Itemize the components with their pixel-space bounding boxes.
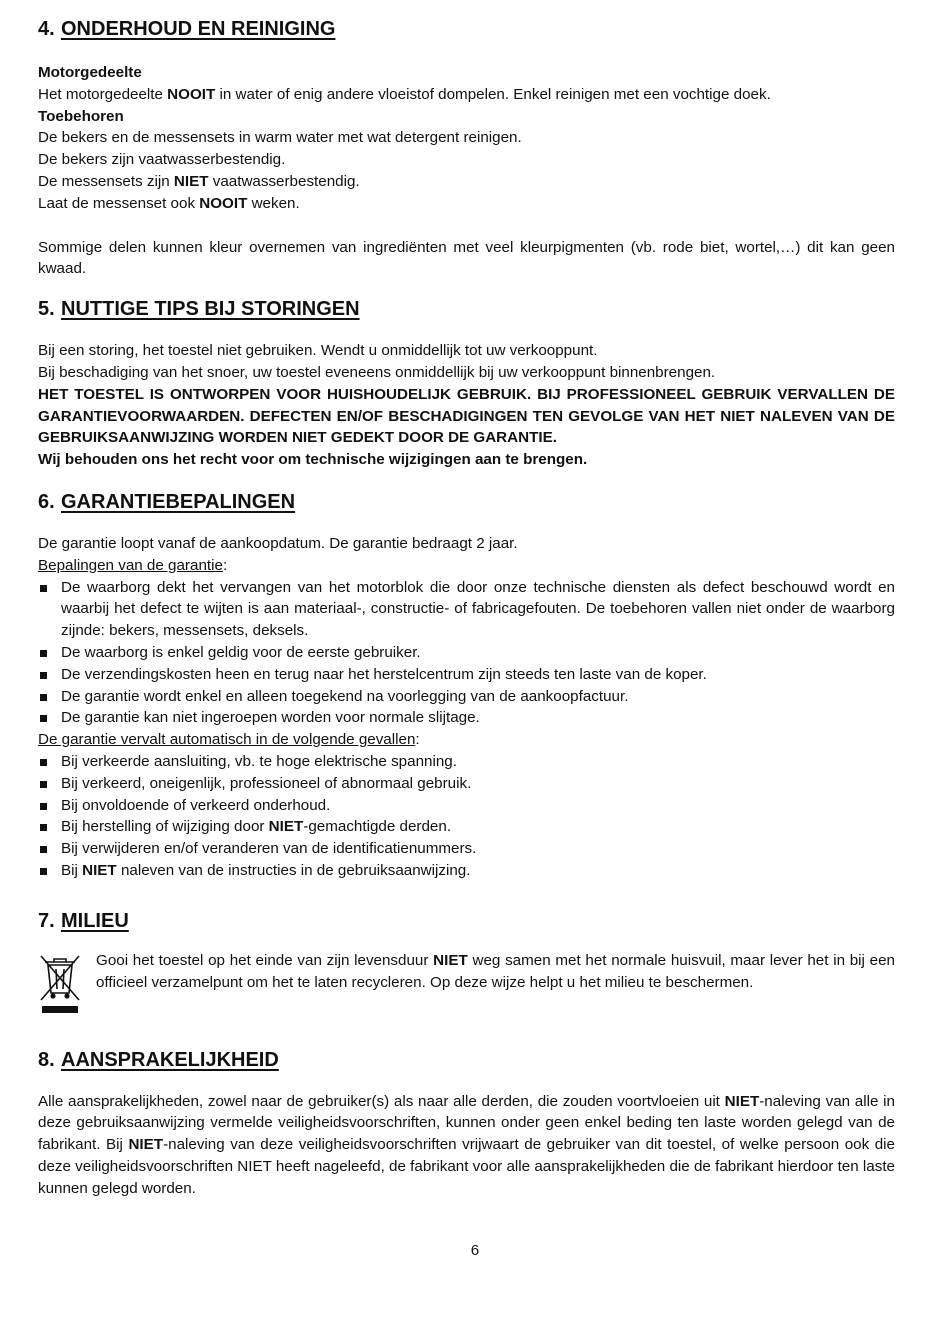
section-number: 6. [38, 490, 55, 513]
list-item: De waarborg dekt het vervangen van het motorblok die door onze technische diensten als defect beschouwd wordt en waarbij het defect te wijten is aan materiaal-, constructie- of fabricagefouten. De toebehoren vallen niet onder de waarborg zijnde: bekers, messensets, deksels. [38, 577, 895, 642]
paragraph-acc-1: De bekers en de messensets in warm water met wat detergent reinigen. [38, 129, 522, 147]
page-number: 6 [470, 1242, 480, 1259]
section-heading-milieu [38, 906, 895, 936]
section-number: 5. [38, 298, 55, 321]
list-item: Bij verkeerde aansluiting, vb. te hoge elektrische spanning. [38, 751, 895, 773]
section-title: GARANTIEBEPALINGEN [61, 490, 296, 513]
section-number: 8. [38, 1048, 55, 1071]
sublabel-bepalingen: Bepalingen van de garantie: [38, 556, 228, 574]
list-item: De waarborg is enkel geldig voor de eerste gebruiker. [38, 642, 895, 664]
section-heading-garantie [38, 487, 895, 517]
milieu-block [38, 950, 895, 1023]
paragraph-storing-2: Bij beschadiging van het snoer, uw toestel eveneens onmiddellijk bij uw verkooppunt binnenbrengen. [38, 363, 716, 381]
paragraph-motor: Het motorgedeelte NOOIT in water of enig andere vloeistof dompelen. Enkel reinigen met een vochtige doek. [38, 85, 771, 103]
paragraph-garantie-intro: De garantie loopt vanaf de aankoopdatum. De garantie bedraagt 2 jaar. [38, 534, 518, 552]
section-heading-storingen [38, 294, 895, 324]
sublabel-vervalt: De garantie vervalt automatisch in de volgende gevallen: [38, 731, 420, 749]
list-item: Bij onvoldoende of verkeerd onderhoud. [38, 795, 895, 817]
paragraph-aansprakelijkheid: Alle aansprakelijkheden, zowel naar de gebruiker(s) als naar alle derden, die zouden voortvloeien uit NIET-naleving van alle in deze gebruiksaanwijzing vermelde veiligheidsvoorschriften, kunnen onder geen enkel beding ten laste worden gelegd van de fabrikant. Bij NIET-naleving van deze veiligheidsvoorschriften vrijwaart de gebruiker van dit toestel, of welke persoon ook die deze veiligheidsvoorschriften NIET heeft nageleefd, de fabrikant voor alle aansprakelijkheden die de fabrikant hierdoor ten laste kunnen gelegd worden. [38, 1092, 895, 1197]
paragraph-acc-3: De messensets zijn NIET vaatwasserbestendig. [38, 172, 360, 190]
list-bepalingen [38, 577, 895, 730]
paragraph-rights: Wij behouden ons het recht voor om technische wijzigingen aan te brengen. [38, 451, 588, 469]
list-vervalt [38, 751, 895, 882]
paragraph-warning-caps: HET TOESTEL IS ONTWORPEN VOOR HUISHOUDELIJK GEBRUIK. BIJ PROFESSIONEEL GEBRUIK VERVALLEN DE GARANTIEVOORWAARDEN. DEFECTEN EN/OF BESCHADIGINGEN TEN GEVOLGE VAN HET NIET NALEVEN VAN DE GEBRUIKSAANWIJZING WORDEN NIET GEDEKT DOOR DE GARANTIE. [38, 385, 895, 447]
paragraph-acc-4: Laat de messenset ook NOOIT weken. [38, 194, 300, 212]
list-item: De garantie wordt enkel en alleen toegekend na voorlegging van de aankoopfactuur. [38, 686, 895, 708]
section-title: NUTTIGE TIPS BIJ STORINGEN [61, 298, 360, 321]
section-number: 4. [38, 18, 55, 40]
paragraph-storing-1: Bij een storing, het toestel niet gebruiken. Wendt u onmiddellijk tot uw verkooppunt. [38, 342, 598, 360]
subheading-toebehoren: Toebehoren [38, 107, 124, 125]
list-item: Bij verwijderen en/of veranderen van de identificatienummers. [38, 838, 895, 860]
section-title: AANSPRAKELIJKHEID [61, 1048, 279, 1071]
weee-crossed-bin-icon [38, 952, 96, 1023]
paragraph-acc-2: De bekers zijn vaatwasserbestendig. [38, 151, 286, 169]
list-item: Bij NIET naleven van de instructies in de gebruiksaanwijzing. [38, 860, 895, 882]
paragraph-color-note: Sommige delen kunnen kleur overnemen van ingrediënten met veel kleurpigmenten (vb. rode biet, wortel,…) dit kan geen kwaad. [38, 238, 895, 278]
subheading-motorgedeelte: Motorgedeelte [38, 64, 142, 81]
manual-page [38, 14, 895, 1199]
list-item: Bij herstelling of wijziging door NIET-gemachtigde derden. [38, 816, 895, 838]
section-heading-aansprakelijkheid [38, 1045, 895, 1075]
list-item: De garantie kan niet ingeroepen worden voor normale slijtage. [38, 707, 895, 729]
list-item: Bij verkeerd, oneigenlijk, professioneel of abnormaal gebruik. [38, 773, 895, 795]
section-title: ONDERHOUD EN REINIGING [61, 18, 336, 40]
section-title: MILIEU [61, 909, 129, 932]
section-number: 7. [38, 909, 55, 932]
paragraph-milieu: Gooi het toestel op het einde van zijn levensduur NIET weg samen met het normale huisvuil, maar lever het in bij een officieel verzamelpunt om het te laten recycleren. Op deze wijze helpt u het milieu te beschermen. [96, 951, 895, 991]
section-heading-onderhoud [38, 14, 895, 44]
list-item: De verzendingskosten heen en terug naar het herstelcentrum zijn steeds ten laste van de koper. [38, 664, 895, 686]
